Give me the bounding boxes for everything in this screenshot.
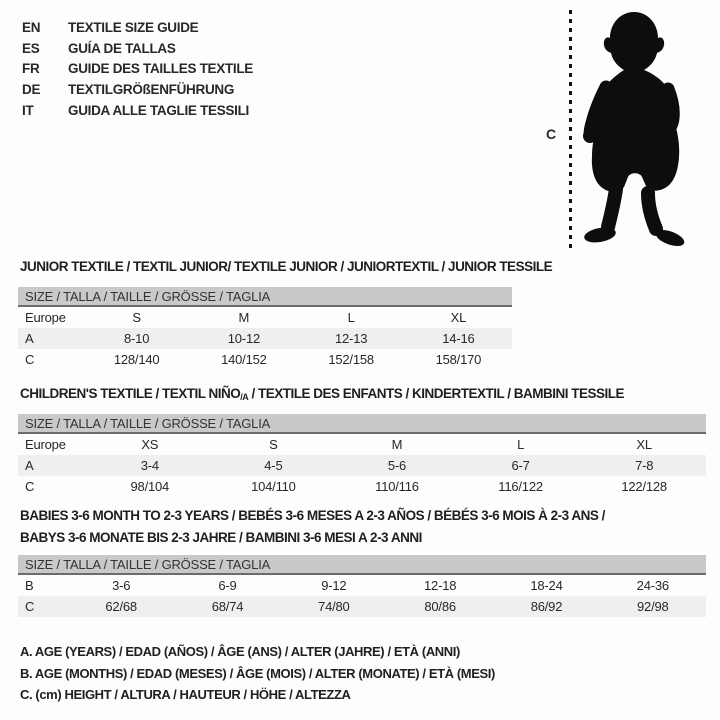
size-band-header: SIZE / TALLA / TAILLE / GRÖSSE / TAGLIA	[18, 287, 512, 307]
size-cell: L	[517, 437, 525, 452]
guide-title-fr: GUIDE DES TAILLES TEXTILE	[68, 61, 254, 77]
age-years-row	[18, 328, 512, 349]
height-cell: 62/68	[105, 599, 137, 614]
language-code: DE	[22, 82, 41, 98]
age-cell: 4-5	[264, 458, 283, 473]
size-cell: L	[347, 310, 355, 325]
age-years-row	[18, 455, 706, 476]
row-label: C	[25, 479, 35, 494]
toddler-silhouette-image	[578, 5, 708, 251]
height-cell: 140/152	[221, 352, 267, 367]
language-row-de	[22, 79, 253, 100]
height-cell: 74/80	[318, 599, 350, 614]
height-cell: 158/170	[435, 352, 482, 367]
row-label: Europe	[25, 310, 66, 325]
height-cm-row	[18, 476, 706, 497]
height-cell: 86/92	[530, 599, 563, 614]
age-cell: 5-6	[387, 458, 407, 473]
guide-title-it: GUIDA ALLE TAGLIE TESSILI	[68, 103, 249, 119]
babies-title-line-1: BABIES 3-6 MONTH TO 2-3 YEARS / BEBÉS 3-6 MESES A 2-3 AÑOS / BÉBÉS 3-6 MOIS À 2-3 ANS /	[20, 508, 605, 523]
height-dotted-line	[569, 10, 572, 253]
age-cell: 10-12	[227, 331, 260, 346]
europe-sizes-row	[18, 434, 706, 455]
height-cell: 104/110	[251, 479, 296, 494]
legend-note-b: B. AGE (MONTHS) / EDAD (MESES) / ÂGE (MOIS) / ALTER (MONATE) / ETÀ (MESI)	[20, 665, 495, 681]
height-cell: 152/158	[328, 352, 374, 367]
language-title-list	[22, 17, 253, 121]
size-cell: XL	[450, 310, 467, 325]
europe-sizes-row	[18, 307, 512, 328]
row-label: Europe	[25, 437, 66, 452]
age-cell: 9-12	[321, 578, 347, 593]
guide-title-en: TEXTILE SIZE GUIDE	[68, 19, 199, 35]
age-cell: 12-18	[424, 578, 457, 593]
row-label: A	[25, 331, 34, 346]
guide-title-de: TEXTILGRÖßENFÜHRUNG	[68, 82, 235, 98]
babies-title-line-2: BABYS 3-6 MONATE BIS 2-3 JAHRE / BAMBINI 3-6 MESI A 2-3 ANNI	[20, 529, 422, 545]
size-cell: M	[391, 437, 403, 452]
language-row-en	[22, 17, 253, 38]
guide-title-es: GUÍA DE TALLAS	[68, 40, 176, 56]
children-size-table	[18, 414, 706, 497]
row-label: B	[25, 578, 34, 593]
height-cm-row	[18, 596, 706, 617]
age-cell: 6-7	[511, 458, 530, 473]
height-cell: 92/98	[637, 599, 669, 614]
age-cell: 18-24	[530, 578, 563, 593]
height-marker-label: C	[546, 126, 557, 142]
language-row-it	[22, 100, 253, 121]
babies-section-title	[20, 505, 605, 548]
age-cell: 8-10	[124, 331, 150, 346]
age-cell: 3-6	[112, 578, 131, 593]
height-cell: 110/116	[375, 479, 419, 494]
height-cell: 98/104	[130, 479, 170, 494]
height-cell: 116/122	[498, 479, 543, 494]
age-cell: 12-13	[335, 331, 368, 346]
size-cell: M	[238, 310, 250, 325]
children-title-text: CHILDREN'S TEXTILE / TEXTIL NIÑO	[20, 386, 241, 401]
children-title-subscript: /A	[240, 392, 249, 402]
babies-size-table	[18, 555, 706, 617]
size-band-header: SIZE / TALLA / TAILLE / GRÖSSE / TAGLIA	[18, 414, 706, 434]
language-code: ES	[22, 40, 40, 56]
legend-notes	[20, 641, 495, 706]
row-label: C	[25, 352, 35, 367]
height-cell: 68/74	[211, 599, 244, 614]
age-months-row	[18, 575, 706, 596]
language-code: IT	[22, 103, 34, 119]
age-cell: 24-36	[636, 578, 669, 593]
height-cm-row	[18, 349, 512, 370]
age-cell: 14-16	[442, 331, 475, 346]
size-cell: XL	[636, 437, 652, 452]
legend-note-c: C. (cm) HEIGHT / ALTURA / HAUTEUR / HÖHE / ALTEZZA	[20, 687, 351, 703]
language-row-fr	[22, 59, 253, 80]
age-cell: 3-4	[140, 458, 159, 473]
legend-note-a: A. AGE (YEARS) / EDAD (AÑOS) / ÂGE (ANS) / ALTER (JAHRE) / ETÀ (ANNI)	[20, 644, 460, 659]
junior-size-table	[18, 287, 512, 370]
age-cell: 6-9	[218, 578, 237, 593]
size-cell: S	[132, 310, 141, 325]
language-code: EN	[22, 19, 41, 35]
language-code: FR	[22, 61, 40, 77]
row-label: A	[25, 458, 34, 473]
age-cell: 7-8	[635, 458, 654, 473]
language-row-es	[22, 38, 253, 59]
size-cell: XS	[141, 437, 159, 452]
size-cell: S	[269, 437, 278, 452]
height-cell: 80/86	[424, 599, 456, 614]
junior-section-title: JUNIOR TEXTILE / TEXTIL JUNIOR/ TEXTILE JUNIOR / JUNIORTEXTIL / JUNIOR TESSILE	[20, 259, 553, 274]
children-section-title	[20, 386, 624, 402]
children-title-text: / TEXTILE DES ENFANTS / KINDERTEXTIL / BAMBINI TESSILE	[248, 386, 625, 401]
row-label: C	[25, 599, 35, 614]
size-band-header: SIZE / TALLA / TAILLE / GRÖSSE / TAGLIA	[18, 555, 706, 575]
height-cell: 128/140	[113, 352, 160, 367]
height-cell: 122/128	[621, 479, 667, 494]
